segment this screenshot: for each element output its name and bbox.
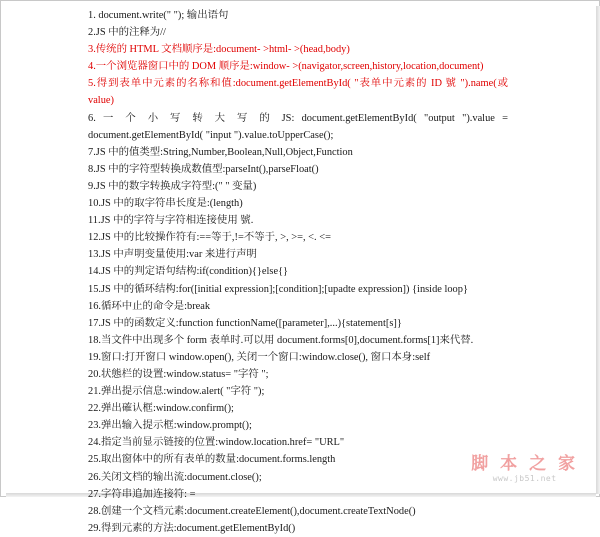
doc-line-25: 25.取出窗体中的所有表单的数量:document.forms.length: [88, 451, 508, 468]
doc-line-2: 2.JS 中的注释为//: [88, 24, 508, 41]
doc-line-28: 28.创建一个文档元素:document.createElement(),document.createTextNode(): [88, 503, 508, 520]
doc-line-13: 13.JS 中声明变量使用:var 来进行声明: [88, 246, 508, 263]
doc-line-9: 9.JS 中的数字转换成字符型:(" " 变量): [88, 178, 508, 195]
doc-line-7: 7.JS 中的值类型:String,Number,Boolean,Null,Object,Function: [88, 144, 508, 161]
doc-line-1: 1. document.write(" "); 输出语句: [88, 7, 508, 24]
doc-line-23: 23.弹出输入提示框:window.prompt();: [88, 417, 508, 434]
doc-line-18: 18.当文件中出现多个 form 表单时.可以用 document.forms[0],document.forms[1]来代替.: [88, 332, 508, 349]
site-watermark: [471, 449, 578, 483]
doc-line-24: 24.指定当前显示链接的位置:window.location.href= "URL": [88, 434, 508, 451]
doc-line-20: 20.状態栏的设置:window.status= "字符 ";: [88, 366, 508, 383]
page-shadow-right: [596, 6, 600, 494]
doc-line-21: 21.弹出提示信息:window.alert( "字符 ");: [88, 383, 508, 400]
doc-line-29: 29.得到元素的方法:document.getElementById(): [88, 520, 508, 537]
doc-line-6: 6. 一 个 小 写 转 大 写 的 JS: document.getElementById( "output ").value = document.getElementById( "input ").value.toUpperCase();: [88, 110, 508, 144]
doc-line-16: 16.循环中止的命令是:break: [88, 298, 508, 315]
doc-line-10: 10.JS 中的取字符串长度是:(length): [88, 195, 508, 212]
doc-line-3: 3.传统的 HTML 文档顺序是:document- >html- >(head,body): [88, 41, 508, 58]
watermark-title: 脚 本 之 家: [471, 449, 578, 474]
doc-line-22: 22.弹出確认框:window.confirm();: [88, 400, 508, 417]
document-body: [88, 7, 508, 537]
doc-line-8: 8.JS 中的字符型转换成数值型:parseInt(),parseFloat(): [88, 161, 508, 178]
doc-line-4: 4.一个浏览器窗口中的 DOM 顺序是:window- >(navigator,screen,history,location,document): [88, 58, 508, 75]
doc-line-15: 15.JS 中的循环结构:for([initial expression];[condition];[upadte expression]) {inside loop}: [88, 281, 508, 298]
doc-line-26: 26.关闭文档的输出流:document.close();: [88, 469, 508, 486]
doc-line-17: 17.JS 中的函数定义:function functionName([parameter],...){statement[s]}: [88, 315, 508, 332]
doc-line-11: 11.JS 中的字符与字符相连接使用 號.: [88, 212, 508, 229]
watermark-url: www.jb51.net: [471, 474, 578, 483]
doc-line-12: 12.JS 中的比较操作符有:==等于,!=不等于, >, >=, <. <=: [88, 229, 508, 246]
doc-line-19: 19.窗口:打开窗口 window.open(), 关闭一个窗口:window.close(), 窗口本身:self: [88, 349, 508, 366]
doc-line-14: 14.JS 中的判定语句结构:if(condition){}else{}: [88, 263, 508, 280]
doc-line-5: 5.得到表单中元素的名称和值:document.getElementById( "表单中元素的 ID 號 ").name(或value): [88, 75, 508, 109]
doc-line-27: 27.字符串追加连接符: =: [88, 486, 508, 503]
